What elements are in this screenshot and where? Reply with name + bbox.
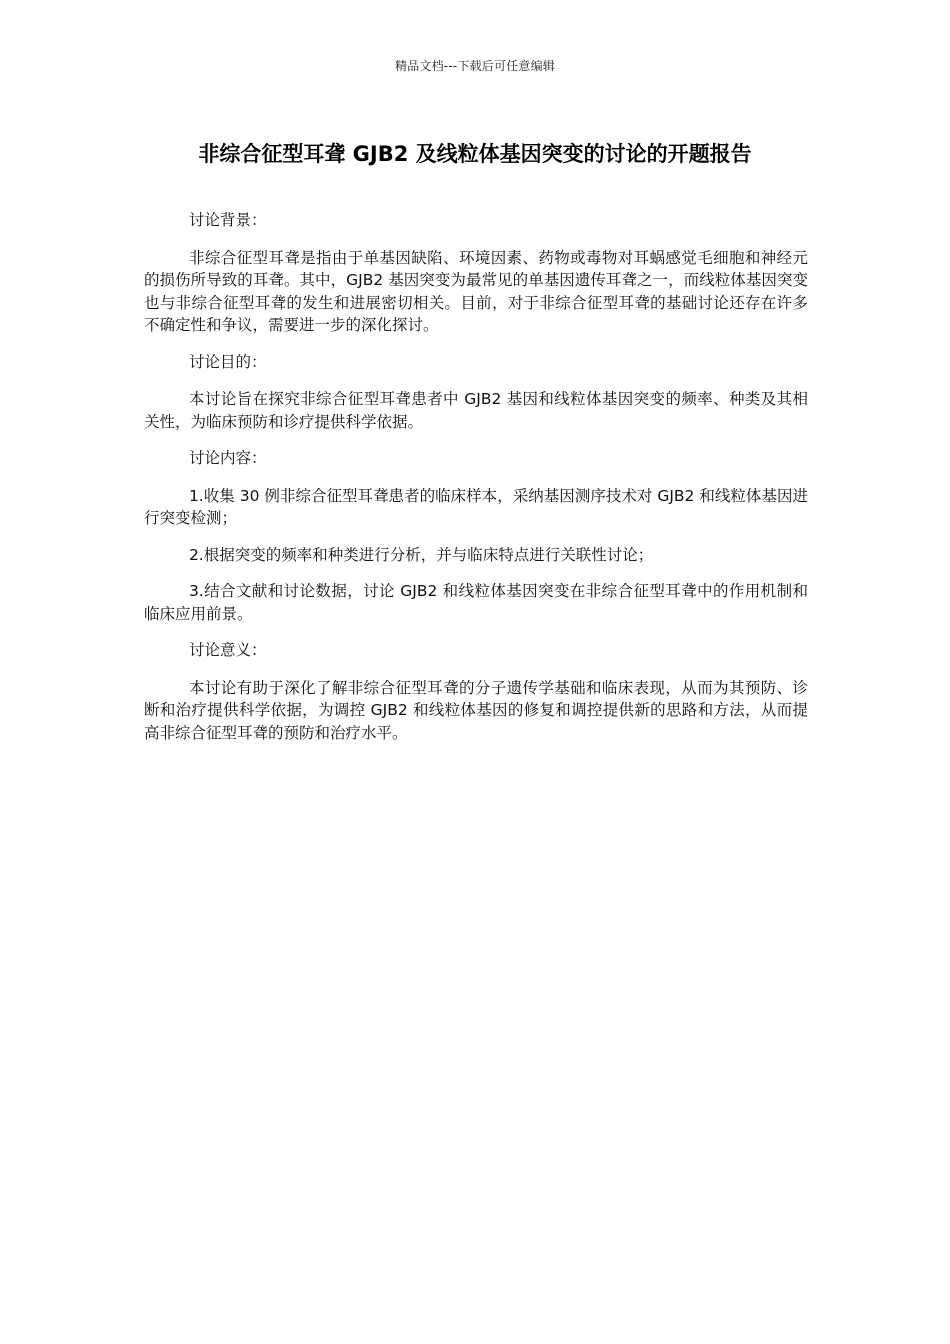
document-body (144, 209, 808, 758)
content-item-1: 1.收集 30 例非综合征型耳聋患者的临床样本，采纳基因测序技术对 GJB2 和线粒体基因进行突变检测； (144, 486, 808, 527)
content-item-3: 3.结合文献和讨论数据，讨论 GJB2 和线粒体基因突变在非综合征型耳聋中的作用机制和临床应用前景。 (144, 582, 808, 623)
section-heading-purpose: 讨论目的： (188, 352, 267, 371)
section-heading-significance: 讨论意义： (188, 641, 267, 659)
paragraph-background: 非综合征型耳聋是指由于单基因缺陷、环境因素、药物或毒物对耳蜗感觉毛细胞和神经元的损伤所导致的耳聋。其中，GJB2 基因突变为最常见的单基因遗传耳聋之一，而线粒体基因突变也与非综合征型耳聋的发生和进展密切相关。目前，对于非综合征型耳聋的基础讨论还存在许多不确定性和争议，需要进一步的深化探讨。 (144, 248, 808, 334)
content-item-2: 2.根据突变的频率和种类进行分析，并与临床特点进行关联性讨论； (188, 545, 654, 564)
paragraph-purpose: 本讨论旨在探究非综合征型耳聋患者中 GJB2 基因和线粒体基因突变的频率、种类及其相关性，为临床预防和诊疗提供科学依据。 (144, 390, 808, 431)
section-heading-background: 讨论背景： (188, 211, 267, 229)
document-title: 非综合征型耳聋 GJB2 及线粒体基因突变的讨论的开题报告 (198, 142, 752, 166)
page-header: 精品文档---下载后可任意编辑 (395, 59, 555, 73)
paragraph-significance: 本讨论有助于深化了解非综合征型耳聋的分子遗传学基础和临床表现，从而为其预防、诊断和治疗提供科学依据，为调控 GJB2 和线粒体基因的修复和调控提供新的思路和方法，从而提高非综合征型耳聋的预防和治疗水平。 (144, 678, 808, 742)
section-heading-content: 讨论内容： (188, 449, 267, 467)
